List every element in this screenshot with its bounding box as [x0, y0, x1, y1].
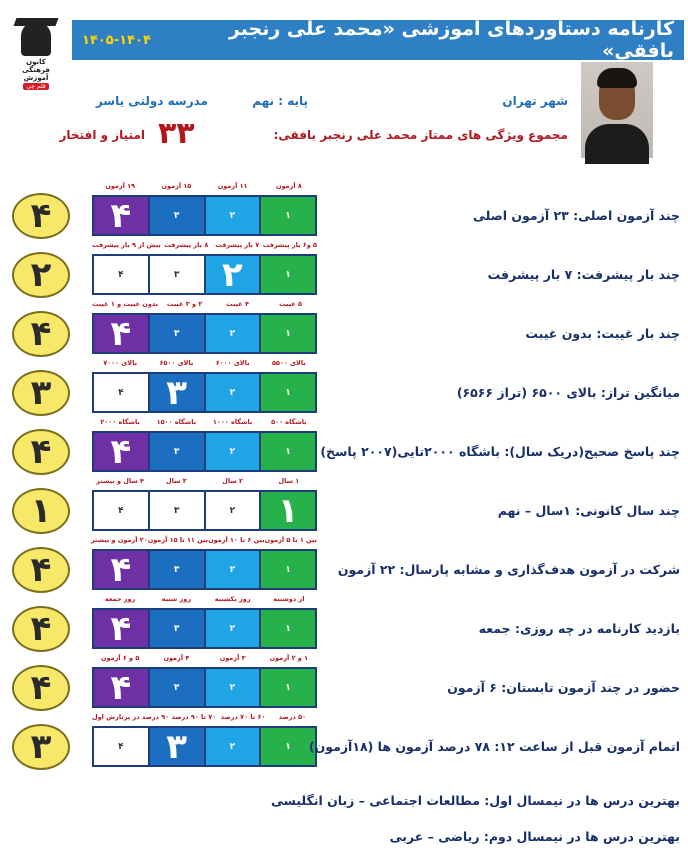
grid-cell: ۳: [150, 492, 204, 529]
row-captions: [92, 359, 317, 369]
grid-caption: ۱ و ۲ آزمون: [269, 654, 309, 662]
graduate-figure-icon: [21, 22, 51, 56]
grid-cell: ۲: [206, 315, 260, 352]
features-label: مجموع ویژگی های ممتاز محمد علی رنجبر بافقی:: [273, 128, 568, 142]
grid-caption: بین ۱ تا ۵ آزمون: [264, 536, 317, 544]
grid-caption: ۸ آزمون: [275, 182, 302, 190]
row-score-badge: ۴: [12, 547, 70, 593]
grid-caption: بیش از ۹ بار پیشرفت: [92, 241, 161, 249]
row-label: حضور در چند آزمون تابستان: ۶ آزمون: [447, 680, 680, 695]
row-label: چند بار پیشرفت: ۷ بار پیشرفت: [487, 267, 680, 282]
grid-cell: ۱: [261, 610, 315, 647]
grid-cell: ۴: [94, 433, 148, 470]
page-title: کارنامه دستاوردهای آموزشی «محمد علی رنجبر بافقی»: [228, 18, 674, 62]
grid-cell: ۱: [261, 315, 315, 352]
grid-caption: روز شنبه: [161, 595, 192, 603]
grid-caption: ۷۰ تا ۹۰ درصد: [171, 713, 217, 721]
grid-cell: ۳: [150, 433, 204, 470]
grid-caption: ۳ آزمون: [219, 654, 246, 662]
grid-caption: ۵ غیبت: [279, 300, 302, 308]
grid-cell: ۴: [94, 610, 148, 647]
grid-caption: ۸ بار پیشرفت: [164, 241, 209, 249]
grid-cell: ۳: [150, 197, 204, 234]
grid-caption: ۷ بار پیشرفت: [215, 241, 260, 249]
score-grid: [92, 372, 317, 413]
grid-cell: ۳: [150, 551, 204, 588]
row-score-badge: ۴: [12, 311, 70, 357]
student-photo: [581, 62, 653, 158]
row-captions: [92, 182, 317, 192]
grid-caption: از دوشنبه: [273, 595, 305, 603]
grid-cell: ۱: [261, 197, 315, 234]
grid-caption: بالای ۷۰۰۰: [103, 359, 138, 367]
grid-cell: ۱: [261, 492, 315, 529]
grid-cell: ۲: [206, 669, 260, 706]
grid-cell: ۱: [261, 256, 315, 293]
grid-caption: ۲ و ۳ غیبت: [166, 300, 203, 308]
row-score-badge: ۱: [12, 488, 70, 534]
grid-caption: باشگاه ۵۰۰: [271, 418, 307, 426]
row-captions: [92, 595, 317, 605]
grid-cell: ۳: [150, 610, 204, 647]
grid-caption: ۶۰ تا ۷۰ درصد: [220, 713, 266, 721]
row-score-badge: ۳: [12, 370, 70, 416]
row-label: چند بار غیبت: بدون غیبت: [525, 326, 680, 341]
row-score-badge: ۴: [12, 606, 70, 652]
student-school: مدرسه دولتی یاسر: [95, 94, 208, 108]
row-score-badge: ۴: [12, 665, 70, 711]
grid-cell: ۴: [94, 374, 148, 411]
grid-caption: ۹۰ درصد در پرتازش اول: [91, 713, 170, 721]
grid-cell: ۳: [150, 315, 204, 352]
grid-caption: ۲۰ آزمون و بیشتر: [90, 536, 148, 544]
row-score-badge: ۲: [12, 252, 70, 298]
grid-cell: ۲: [206, 551, 260, 588]
grid-caption: ۴ آزمون: [163, 654, 190, 662]
grid-cell: ۱: [261, 374, 315, 411]
row-captions: [92, 241, 317, 251]
row-label: چند پاسخ صحیح(دریک سال): باشگاه ۲۰۰۰تایی(۲۰۰۷ پاسخ): [320, 444, 680, 459]
grid-cell: ۴: [94, 315, 148, 352]
grid-caption: روز یکشنبه: [214, 595, 251, 603]
grid-caption: ۴ غیبت: [226, 300, 249, 308]
logo-line-1: کانون: [26, 58, 46, 66]
grid-caption: روز جمعه: [104, 595, 136, 603]
year-range: ۱۴۰۵-۱۴۰۴: [82, 32, 151, 48]
grid-caption: بین ۱۱ تا ۱۵ آزمون: [147, 536, 209, 544]
grid-caption: ۲ سال: [222, 477, 243, 485]
row-captions: [92, 713, 317, 723]
row-label: چند آزمون اصلی: ۲۳ آزمون اصلی: [472, 208, 680, 223]
row-captions: [92, 536, 317, 546]
score-grid: [92, 608, 317, 649]
grid-caption: ۵ و ۶ آزمون: [100, 654, 140, 662]
score-grid: [92, 195, 317, 236]
grid-cell: ۲: [206, 492, 260, 529]
row-score-badge: ۳: [12, 724, 70, 770]
grid-caption: ۳ سال: [166, 477, 187, 485]
grid-caption: بالای ۵۵۰۰: [271, 359, 306, 367]
grid-caption: ۱۵ آزمون: [161, 182, 192, 190]
title-bar: [72, 20, 684, 60]
grid-caption: ۴ سال و بیشتر: [96, 477, 144, 485]
row-label: میانگین تراز: بالای ۶۵۰۰ (تراز ۶۵۶۶): [456, 385, 680, 400]
grid-cell: ۲: [206, 197, 260, 234]
grid-cell: ۴: [94, 197, 148, 234]
grid-cell: ۱: [261, 669, 315, 706]
grid-caption: بالای ۶۵۰۰: [159, 359, 194, 367]
best-second-semester: بهترین درس ها در نیمسال دوم: ریاضی – عربی: [389, 829, 680, 844]
row-captions: [92, 654, 317, 664]
grid-caption: باشگاه ۱۰۰۰: [212, 418, 253, 426]
grid-caption: بین ۶ تا ۱۰ آزمون: [208, 536, 265, 544]
score-grid: [92, 549, 317, 590]
grid-cell: ۴: [94, 728, 148, 765]
grid-caption: ۱ سال: [278, 477, 300, 485]
grid-caption: باشگاه ۲۰۰۰: [100, 418, 140, 426]
score-label: امتیاز و افتخار: [59, 128, 145, 142]
grid-caption: ۱۹ آزمون: [105, 182, 136, 190]
grid-cell: ۴: [94, 551, 148, 588]
row-captions: [92, 300, 317, 310]
row-score-badge: ۴: [12, 193, 70, 239]
total-score: ۳۳: [158, 116, 195, 151]
grid-cell: ۳: [150, 728, 204, 765]
grid-cell: ۳: [150, 256, 204, 293]
grid-caption: ۱۱ آزمون: [217, 182, 248, 190]
row-captions: [92, 477, 317, 487]
grid-caption: ۵ و۶ بار پیشرفت: [262, 241, 317, 249]
grid-caption: ۵۰ درصد: [278, 713, 307, 721]
grid-cell: ۳: [150, 374, 204, 411]
logo-line-2: فرهنگی: [22, 66, 50, 74]
grid-cell: ۳: [150, 669, 204, 706]
grid-cell: ۲: [206, 256, 260, 293]
score-grid: [92, 726, 317, 767]
score-grid: [92, 431, 317, 472]
best-first-semester: بهترین درس ها در نیمسال اول: مطالعات اجتماعی – زبان انگلیسی: [270, 793, 680, 808]
grid-cell: ۲: [206, 610, 260, 647]
row-label: چند سال کانونی: ۱سال – نهم: [497, 503, 680, 518]
grid-cell: ۴: [94, 669, 148, 706]
grid-cell: ۱: [261, 728, 315, 765]
grid-cell: ۴: [94, 492, 148, 529]
grid-cell: ۲: [206, 374, 260, 411]
grid-caption: بالای ۶۰۰۰: [215, 359, 250, 367]
logo-line-3: آموزش: [23, 74, 49, 82]
row-label: اتمام آزمون قبل از ساعت ۱۲: ۷۸ درصد آزمون ها (۱۸آزمون): [308, 739, 680, 754]
row-score-badge: ۴: [12, 429, 70, 475]
score-grid: [92, 313, 317, 354]
student-city: شهر تهران: [502, 94, 568, 108]
score-grid: [92, 490, 317, 531]
grid-cell: ۱: [261, 551, 315, 588]
grid-cell: ۲: [206, 433, 260, 470]
grid-cell: ۱: [261, 433, 315, 470]
row-label: بازدید کارنامه در چه روزی: جمعه: [478, 621, 680, 636]
student-grade: پایه : نهم: [252, 94, 308, 108]
grid-caption: بدون غیبت و ۱ غیبت: [91, 300, 159, 308]
grid-cell: ۴: [94, 256, 148, 293]
kanoon-logo: [10, 12, 62, 94]
score-grid: [92, 667, 317, 708]
logo-tag: قلم چی: [23, 83, 48, 90]
grid-caption: باشگاه ۱۵۰۰: [156, 418, 197, 426]
row-captions: [92, 418, 317, 428]
grid-cell: ۲: [206, 728, 260, 765]
row-label: شرکت در آزمون هدف‌گذاری و مشابه پارسال: ۲۲ آزمون: [337, 562, 680, 577]
score-grid: [92, 254, 317, 295]
